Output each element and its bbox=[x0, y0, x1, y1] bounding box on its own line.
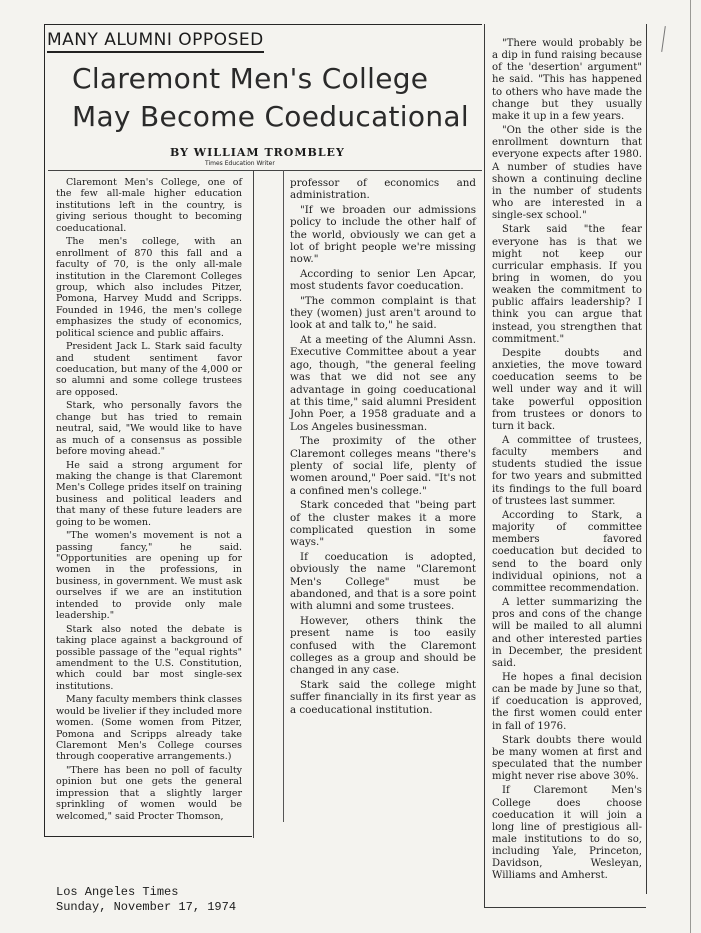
paragraph: Claremont Men's College, one of the few all-male higher education institutions left in the country, is giving serious thought to becoming coeducational. bbox=[56, 177, 242, 234]
paragraph: If Claremont Men's College does choose coeducation it will join a long line of prestigious all-male institutions to do so, including Yale, Princeton, Davidson, Wesleyan, Williams and Amherst. bbox=[492, 785, 642, 882]
publication-name: Los Angeles Times bbox=[56, 885, 179, 899]
paragraph: He said a strong argument for making the change is that Claremont Men's College prides itself on training business and political leaders and that many of these future leaders are going to be women. bbox=[56, 459, 242, 528]
article-column-2 bbox=[290, 177, 476, 718]
paragraph: At a meeting of the Alumni Assn. Executive Committee about a year ago, though, "the general feeling was that we did not see any advantage in going coeducational at this time," said alumni President John Poer, a 1958 graduate and a Los Angeles businessman. bbox=[290, 333, 476, 433]
column-divider bbox=[253, 170, 254, 838]
column3-edge-left bbox=[484, 24, 485, 908]
paragraph: However, others think the present name is too easily confused with the Claremont colleges as a group and should be changed in any case. bbox=[290, 614, 476, 677]
source-citation bbox=[56, 885, 236, 915]
headline bbox=[68, 60, 468, 136]
byline: BY WILLIAM TROMBLEY bbox=[170, 146, 345, 159]
paragraph: "The women's movement is not a passing fancy," he said. "Opportunities are opening up for women in the professions, in business, in government. We must ask ourselves if we are an institution intended to provide only male leadership." bbox=[56, 530, 242, 622]
clipping-edge-top bbox=[44, 24, 482, 25]
column-divider bbox=[283, 170, 284, 822]
paragraph: "On the other side is the enrollment downturn that everyone expects after 1980. A number of studies have shown a continuing decline in the number of students who are interested in a single-sex school." bbox=[492, 125, 642, 222]
paragraph: President Jack L. Stark said faculty and student sentiment favor coeducation, but many of the 4,000 or so alumni and some college trustees are opposed. bbox=[56, 341, 242, 398]
paragraph: According to Stark, a majority of committee members favored coeducation but decided to send to the board only individual opinions, not a committee recommendation. bbox=[492, 509, 642, 594]
paragraph: According to senior Len Apcar, most students favor coeducation. bbox=[290, 267, 476, 293]
headline-line-2: May Become Coeducational bbox=[72, 100, 469, 133]
clipping-edge-bottom bbox=[44, 836, 252, 837]
clipping-edge-left bbox=[44, 24, 45, 836]
paragraph: The proximity of the other Claremont colleges means "there's plenty of social life, plenty of women around," Poer said. "It's not a confined men's college." bbox=[290, 435, 476, 497]
paragraph: Many faculty members think classes would be livelier if they included more women. (Some women from Pitzer, Pomona and Scripps already take Claremont Men's College courses through cooperative arrangements.) bbox=[56, 694, 243, 763]
paragraph: Stark said "the fear everyone has is that we might not keep our curricular emphasis. If you bring in women, do you weaken the commitment to public affairs leadership? I think you can argue that instead, you strengthen that commitment." bbox=[492, 224, 642, 345]
paragraph: professor of economics and administration. bbox=[290, 177, 476, 202]
paragraph: Stark also noted the debate is taking place against a background of possible passage of the "equal rights" amendment to the U.S. Constitution, which could bar most single-sex institutions. bbox=[56, 623, 242, 692]
paragraph: "The common complaint is that they (women) just aren't around to look at and talk to," he said. bbox=[290, 294, 476, 332]
publication-date: Sunday, November 17, 1974 bbox=[56, 900, 237, 914]
article-column-3 bbox=[492, 38, 642, 885]
column3-edge-bottom bbox=[484, 907, 646, 908]
paragraph: Stark doubts there would be many women at first and speculated that the number might never rise above 30%. bbox=[492, 734, 642, 783]
article-column-1 bbox=[56, 177, 242, 824]
paragraph: "If we broaden our admissions policy to include the other half of the world, obviously we can get a lot of bright people we're missing now." bbox=[290, 203, 476, 266]
kicker-headline: MANY ALUMNI OPPOSED bbox=[47, 30, 264, 53]
paragraph: Stark, who personally favors the change but has tried to remain neutral, said, "We would like to have as much of a consensus as possible before moving ahead." bbox=[56, 400, 242, 458]
paragraph: A letter summarizing the pros and cons of the change will be mailed to all alumni and other interested parties in December, the president said. bbox=[492, 597, 642, 669]
byline-credit: Times Education Writer bbox=[205, 160, 275, 167]
paragraph: Stark conceded that "being part of the cluster makes it a more complicated question in some ways." bbox=[290, 499, 476, 549]
header-rule bbox=[48, 170, 482, 171]
paragraph: "There would probably be a dip in fund raising because of the 'desertion' argument" he said. "This has happened to others who have made the change but they usually make it up in a few years. bbox=[492, 38, 642, 122]
paragraph: If coeducation is adopted, obviously the name "Claremont Men's College" must be abandoned, and that is a sore point with alumni and some trustees. bbox=[290, 550, 476, 613]
column3-edge-right bbox=[646, 24, 647, 894]
page-edge-right bbox=[690, 0, 691, 933]
pencil-mark bbox=[661, 26, 666, 52]
paragraph: The men's college, with an enrollment of 870 this fall and a faculty of 70, is the only all-male institution in the Claremont Colleges group, which also includes Pitzer, Pomona, Harvey Mudd and Scripps. Founded in 1946, the men's college emphasizes the study of economics, political science and public affairs. bbox=[56, 236, 242, 339]
paragraph: A committee of trustees, faculty members and students studied the issue for two years and submitted its findings to the full board of trustees last summer. bbox=[492, 435, 642, 507]
paragraph: Despite doubts and anxieties, the move toward coeducation seems to be well under way and it will take powerful opposition from trustees or donors to turn it back. bbox=[492, 347, 642, 432]
paragraph: He hopes a final decision can be made by June so that, if coeducation is approved, the first women could enter in fall of 1976. bbox=[492, 671, 642, 732]
paragraph: "There has been no poll of faculty opinion but one gets the general impression that a slightly larger sprinkling of women would be welcomed," said Procter Thomson, bbox=[56, 764, 242, 822]
headline-line-1: Claremont Men's College bbox=[72, 62, 429, 95]
paragraph: Stark said the college might suffer financially in its first year as a coeducational institution. bbox=[290, 678, 476, 716]
